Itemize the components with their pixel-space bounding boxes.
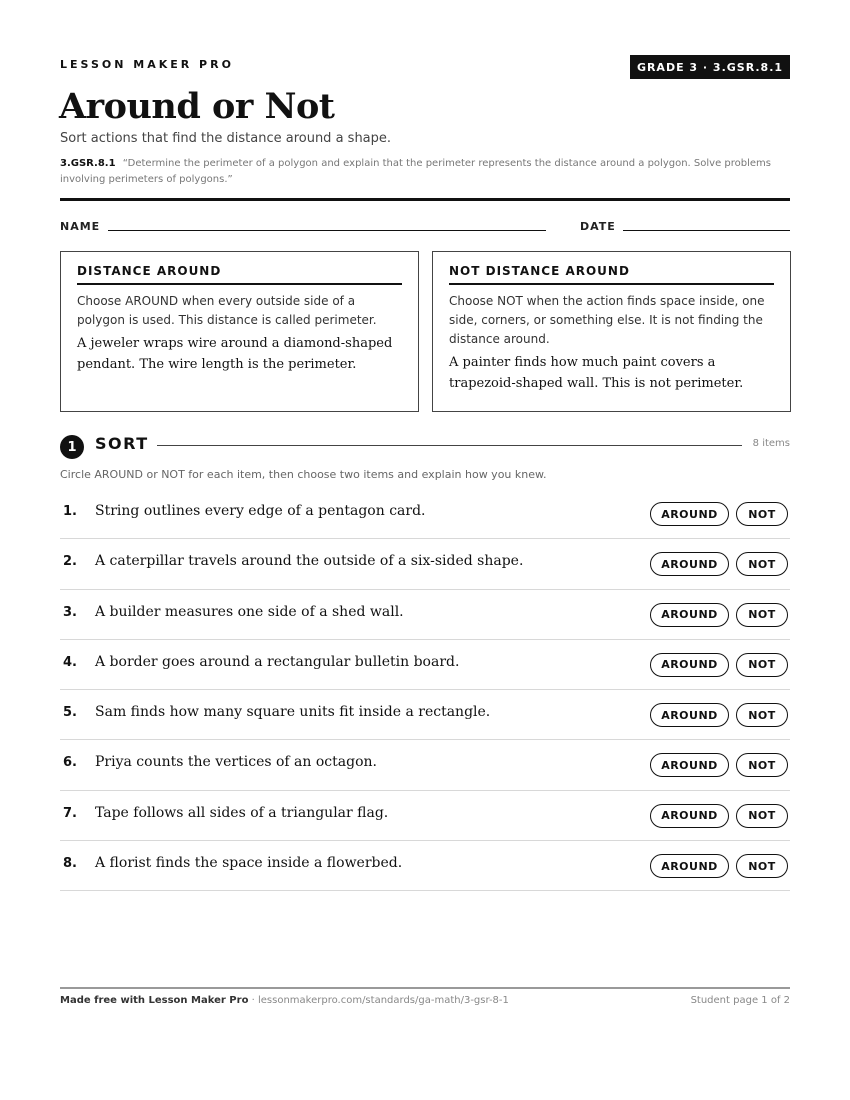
card-example: A jeweler wraps wire around a diamond-shaped pendant. The wire length is the perimeter. [77,336,393,372]
item-text: A florist finds the space inside a flowerbed. [95,855,403,872]
list-item [60,791,790,841]
list-item [60,590,790,640]
not-option[interactable]: NOT [736,854,788,878]
date-field[interactable] [623,230,790,231]
footer-url[interactable]: · lessonmakerpro.com/standards/ga-math/3-gsr-8-1 [248,995,509,1006]
around-option[interactable]: AROUND [650,854,729,878]
list-item [60,690,790,740]
around-option[interactable]: AROUND [650,502,729,526]
item-number: 2. [63,554,77,570]
not-option[interactable]: NOT [736,653,788,677]
step-number-badge: 1 [60,435,84,459]
item-text: String outlines every edge of a pentagon card. [95,503,426,519]
standard-description [60,156,790,188]
item-text: A border goes around a rectangular bulletin board. [95,653,460,670]
around-option[interactable]: AROUND [650,753,729,777]
item-text: A builder measures one side of a shed wall. [95,603,404,620]
card-example: A painter finds how much paint covers a trapezoid-shaped wall. This is not perimeter. [449,355,744,391]
item-text: A caterpillar travels around the outside of a six-sided shape. [95,553,524,570]
not-option[interactable]: NOT [736,703,788,727]
item-number: 6. [63,755,77,771]
around-option[interactable]: AROUND [650,603,729,627]
card-description: Choose AROUND when every outside side of a polygon is used. This distance is called perimeter. [77,294,377,327]
list-item [60,489,790,539]
card-title: DISTANCE AROUND [77,264,402,285]
item-text: Tape follows all sides of a triangular flag. [95,804,389,821]
sort-section-header [60,434,790,456]
list-item [60,841,790,891]
item-number: 5. [63,705,77,721]
around-option[interactable]: AROUND [650,552,729,576]
footer-made-with: Made free with Lesson Maker Pro [60,995,249,1006]
item-text: Sam finds how many square units fit inside a rectangle. [95,704,491,721]
around-option[interactable]: AROUND [650,703,729,727]
item-number: 7. [63,805,77,821]
card-title: NOT DISTANCE AROUND [449,264,774,285]
item-text: Priya counts the vertices of an octagon. [95,754,377,771]
standard-code: 3.GSR.8.1 [60,158,116,169]
section-title: SORT [95,434,149,453]
list-item [60,640,790,690]
item-number: 8. [63,856,77,872]
not-option[interactable]: NOT [736,753,788,777]
name-field[interactable] [108,230,546,231]
section-divider [157,445,742,446]
page-subtitle: Sort actions that find the distance around a shape. [60,131,392,146]
around-option[interactable]: AROUND [650,653,729,677]
page-title: Around or Not [59,86,335,127]
header-divider [60,198,790,201]
name-date-row [60,220,790,234]
item-number: 1. [63,504,77,519]
item-count: 8 items [752,438,790,449]
not-option[interactable]: NOT [736,502,788,526]
name-label: NAME [60,220,101,233]
date-label: DATE [580,220,616,233]
card-description: Choose NOT when the action finds space inside, one side, corners, or something else. It is not finding the distance around. [449,294,765,346]
around-option[interactable]: AROUND [650,804,729,828]
card-not-distance-around [432,251,791,412]
card-distance-around [60,251,419,412]
list-item [60,740,790,790]
not-option[interactable]: NOT [736,603,788,627]
list-item [60,539,790,589]
footer-credit [60,995,509,1006]
footer-page-number: Student page 1 of 2 [690,995,790,1006]
standard-text: “Determine the perimeter of a polygon and explain that the perimeter represents the distance around a polygon. Solve problems involving perimeters of polygons.” [60,158,771,185]
brand-name: LESSON MAKER PRO [60,58,234,71]
item-number: 4. [63,654,77,670]
not-option[interactable]: NOT [736,804,788,828]
item-number: 3. [63,604,77,620]
not-option[interactable]: NOT [736,552,788,576]
footer-divider [60,987,790,989]
sort-instructions: Circle AROUND or NOT for each item, then choose two items and explain how you knew. [60,468,547,481]
sort-items-list [60,489,790,891]
grade-badge: GRADE 3 · 3.GSR.8.1 [630,55,790,79]
